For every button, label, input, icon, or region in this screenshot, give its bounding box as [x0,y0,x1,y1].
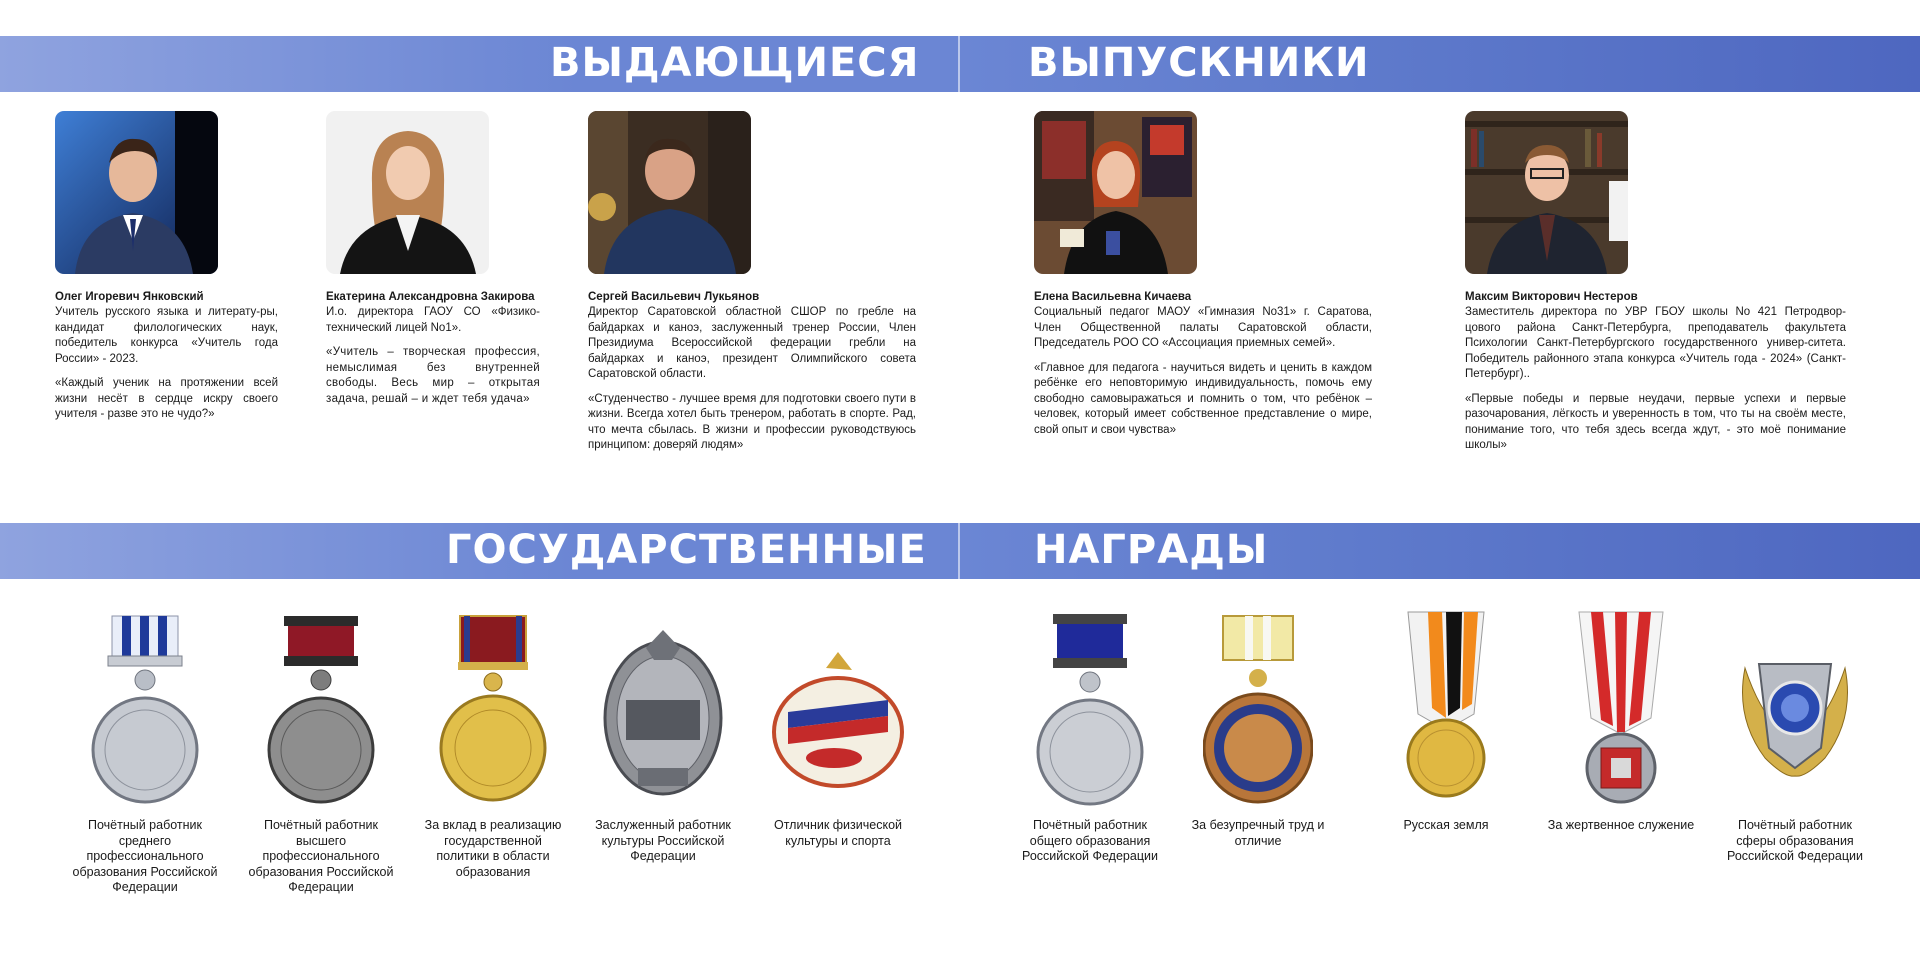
award-label: Русская земля [1403,818,1489,832]
section-title-left: ВЫДАЮЩИЕСЯ [550,40,920,86]
award-item [1720,608,1870,865]
person-photo [1465,111,1628,274]
award-label: За жертвенное служение [1547,818,1695,832]
person-quote: «Первые победы и первые неудачи, первые успехи и первые разочарования, лёгкость и уверенность в том, что ты на своём месте, понимание того, что тебя здесь всегда ждут, - это моё понимание школы» [1465,392,1846,451]
person-quote: «Каждый ученик на протяжении всей жизни несёт в сердце искру своего учителя - разве это не чудо?» [55,377,278,420]
person-role: Директор Саратовской областной СШОР по гребле на байдарках и каноэ, заслуженный тренер России, Член Президиума Всероссийской федерации гребли на байдарках и каноэ, президент Олимпийского совета Саратовской области. [588,306,916,380]
award-item [1546,608,1696,834]
medal-icon [246,608,396,818]
person-card [1465,111,1846,454]
medal-icon [70,608,220,818]
person-name: Олег Игоревич Янковский [55,291,204,303]
person-photo [55,111,218,274]
medal-icon [1015,608,1165,818]
award-label: Почётный работник среднего профессионального образования Российской Федерации [72,818,218,894]
award-item [1015,608,1165,865]
award-label: За вклад в реализацию государственной политики в области образования [424,818,562,879]
medal-icon [418,608,568,818]
award-label: За безупречный труд и отличие [1191,818,1325,848]
award-label: Отличник физической культуры и спорта [773,818,903,848]
band-divider [958,36,960,92]
person-card [326,111,540,407]
person-card [1034,111,1372,438]
person-photo [1034,111,1197,274]
section-title-right: НАГРАДЫ [1034,527,1269,573]
award-item [763,608,913,849]
award-item [588,608,738,865]
medal-icon [1546,608,1696,818]
section-header-graduates [0,36,1920,92]
award-label: Почётный работник общего образования Российской Федерации [1022,818,1158,863]
medal-icon [763,608,913,818]
award-item [1183,608,1333,849]
person-name: Елена Васильевна Кичаева [1034,291,1192,303]
award-item [1371,608,1521,834]
section-title-left: ГОСУДАРСТВЕННЫЕ [446,527,927,573]
person-role: Заместитель директора по УВР ГБОУ школы No 421 Петродвор-цового района Санкт-Петербурга, преподаватель факультета Психологии Санкт-Петербургского государственного универ-ситета. Победитель районного этапа конкурса «Учитель года - 2024» (Санкт-Петербург).. [1465,306,1846,380]
award-item [70,608,220,896]
medal-icon [1183,608,1333,818]
person-name: Екатерина Александровна Закирова [326,291,535,303]
person-name: Максим Викторович Нестеров [1465,291,1638,303]
award-label: Почётный работник сферы образования Российской Федерации [1727,818,1863,863]
person-role: Учитель русского языка и литерату-ры, кандидат филологических наук, победитель конкурса «Учитель года России» - 2023. [55,306,278,365]
person-photo [326,111,489,274]
medal-icon [1371,608,1521,818]
section-title-right: ВЫПУСКНИКИ [1028,40,1370,86]
person-role: Социальный педагог МАОУ «Гимназия No31» г. Саратова, Член Общественной палаты Саратовской области, Председатель РОО СО «Ассоциация приемных семей». [1034,306,1372,349]
person-quote: «Студенчество - лучшее время для подготовки своего пути в жизни. Всегда хотел быть тренером, работать в спорте. Рад, что мечта сбылась. В жизни и профессии руководствуюсь принципом: доверяй людям» [588,392,916,451]
person-card [55,111,278,423]
section-header-awards [0,523,1920,579]
person-name: Сергей Васильевич Лукьянов [588,291,760,303]
medal-icon [1720,608,1870,818]
person-photo [588,111,751,274]
award-item [246,608,396,896]
person-quote: «Учитель – творческая профессия, немыслимая без внутренней свободы. Весь мир – открытая задача, решай – и ждет тебя удача» [326,346,540,405]
medal-icon [588,608,738,818]
person-card [588,111,916,454]
person-quote: «Главное для педагога - научиться видеть и ценить в каждом ребёнке его неповторимую индивидуальность, помочь ему свободно самовыражаться и помнить о том, что ребёнок – человек, который имеет собственное представление о мире, свой опыт и свои чувства» [1034,361,1372,436]
person-role: И.о. директора ГАОУ СО «Физико-технический лицей No1». [326,306,540,334]
award-item [418,608,568,880]
award-label: Почётный работник высшего профессионального образования Российской Федерации [248,818,394,894]
band-divider [958,523,960,579]
award-label: Заслуженный работник культуры Российской Федерации [595,818,731,863]
